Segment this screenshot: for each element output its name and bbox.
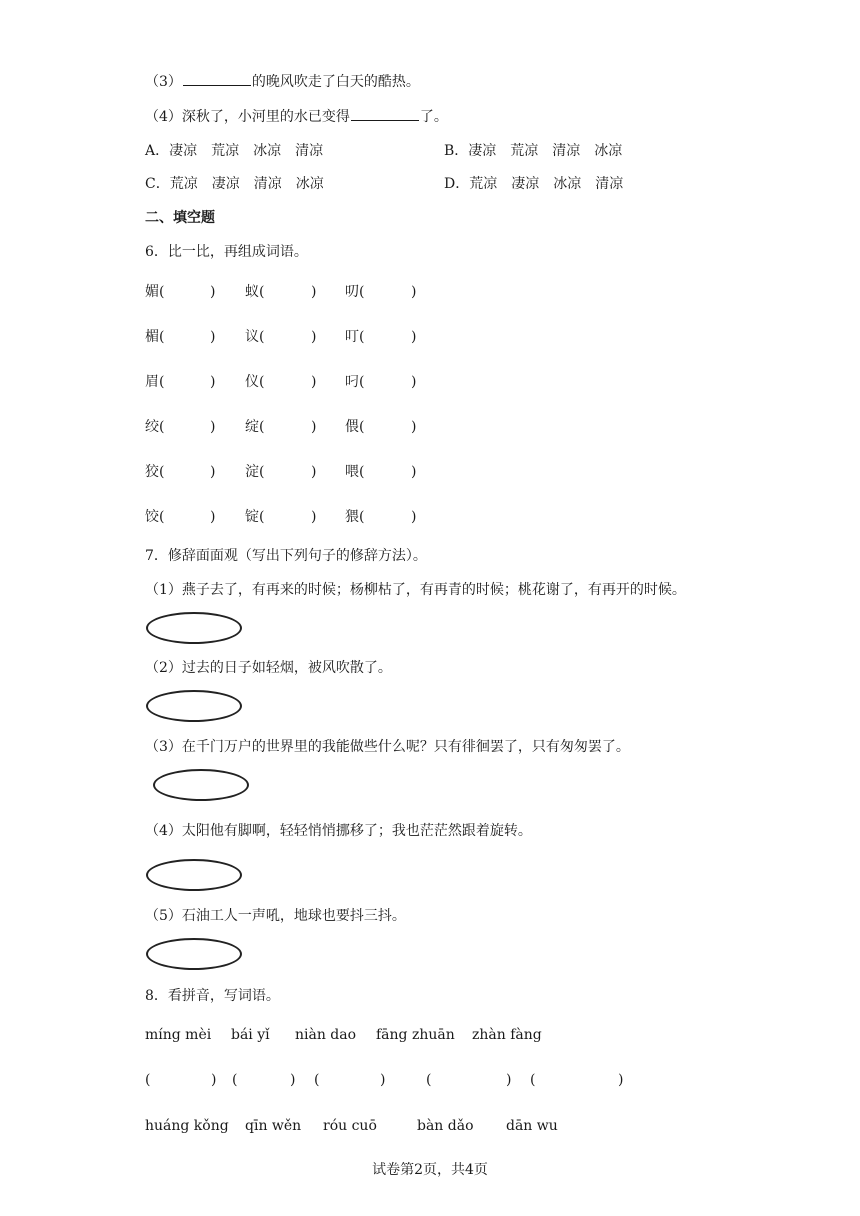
q8-pinyin-1: míng mèi xyxy=(145,1027,212,1043)
q7-answer-oval-1[interactable] xyxy=(146,612,242,644)
q8-pinyin-10: dān wu xyxy=(506,1118,558,1134)
q5-item-4 xyxy=(145,107,448,126)
q6-cell: 仪( xyxy=(245,374,265,390)
q6-cell-close: ) xyxy=(311,284,317,300)
q6-cell-close: ) xyxy=(311,509,317,525)
q5-option-d[interactable]: D．荒凉 凄凉 冰凉 清凉 xyxy=(444,176,624,192)
q6-cell-close: ) xyxy=(411,374,417,390)
q8-paren-open: ( xyxy=(314,1072,320,1088)
q7-title: 7．修辞面面观（写出下列句子的修辞方法）。 xyxy=(145,548,427,564)
q6-cell-close: ) xyxy=(411,509,417,525)
q5-option-c[interactable]: C．荒凉 凄凉 清凉 冰凉 xyxy=(145,176,324,192)
q7-item-4: （4）太阳他有脚啊，轻轻悄悄挪移了；我也茫茫然跟着旋转。 xyxy=(145,823,532,839)
q8-pinyin-3: niàn dao xyxy=(295,1027,357,1043)
q6-cell: 媚( xyxy=(145,284,165,300)
q5-item-3-suffix: 的晚风吹走了白天的酷热。 xyxy=(251,74,420,90)
q8-paren-close: ) xyxy=(211,1072,217,1088)
q7-answer-oval-4[interactable] xyxy=(146,859,242,891)
q5-item-4-prefix: （4）深秋了，小河里的水已变得 xyxy=(145,109,350,125)
q8-paren-open: ( xyxy=(145,1072,151,1088)
q7-answer-oval-5[interactable] xyxy=(146,938,242,970)
q6-cell: 绽( xyxy=(245,419,265,435)
q6-cell-close: ) xyxy=(210,329,216,345)
q6-cell-close: ) xyxy=(311,374,317,390)
q6-cell-close: ) xyxy=(411,329,417,345)
q5-item-3-blank xyxy=(183,72,251,86)
q6-cell: 楣( xyxy=(145,329,165,345)
q8-pinyin-8: róu cuō xyxy=(323,1118,377,1134)
q6-cell: 眉( xyxy=(145,374,165,390)
q5-option-b[interactable]: B．凄凉 荒凉 清凉 冰凉 xyxy=(444,143,623,159)
q5-option-a[interactable]: A．凄凉 荒凉 冰凉 清凉 xyxy=(145,143,324,159)
q6-cell: 议( xyxy=(245,329,265,345)
q6-cell: 偎( xyxy=(345,419,365,435)
q6-cell: 蚁( xyxy=(245,284,265,300)
q6-cell-close: ) xyxy=(311,329,317,345)
q6-cell: 叼( xyxy=(345,374,365,390)
q8-pinyin-9: bàn dǎo xyxy=(417,1118,474,1134)
q6-cell-close: ) xyxy=(210,284,216,300)
q7-item-1: （1）燕子去了，有再来的时候；杨柳枯了，有再青的时候；桃花谢了，有再开的时候。 xyxy=(145,582,686,598)
q8-paren-close: ) xyxy=(506,1072,512,1088)
page-footer: 试卷第2页，共4页 xyxy=(372,1162,488,1178)
q8-title: 8．看拼音，写词语。 xyxy=(145,988,280,1004)
q8-pinyin-2: bái yǐ xyxy=(231,1027,270,1043)
q8-pinyin-7: qīn wěn xyxy=(245,1118,302,1134)
q6-cell: 喂( xyxy=(345,464,365,480)
q5-item-3-prefix: （3） xyxy=(145,74,182,90)
q8-paren-open: ( xyxy=(426,1072,432,1088)
q6-cell: 锭( xyxy=(245,509,265,525)
q8-paren-open: ( xyxy=(232,1072,238,1088)
q6-cell: 饺( xyxy=(145,509,165,525)
q8-pinyin-6: huáng kǒng xyxy=(145,1118,229,1134)
q5-item-4-suffix: 了。 xyxy=(419,109,448,125)
q6-cell-close: ) xyxy=(411,464,417,480)
q8-pinyin-4: fāng zhuān xyxy=(376,1027,455,1043)
q6-cell-close: ) xyxy=(311,464,317,480)
q6-cell-close: ) xyxy=(210,464,216,480)
q6-cell-close: ) xyxy=(411,284,417,300)
q6-cell: 狡( xyxy=(145,464,165,480)
q6-cell-close: ) xyxy=(311,419,317,435)
q7-item-3: （3）在千门万户的世界里的我能做些什么呢？只有徘徊罢了，只有匆匆罢了。 xyxy=(145,739,630,755)
q8-paren-close: ) xyxy=(380,1072,386,1088)
q8-paren-close: ) xyxy=(290,1072,296,1088)
q6-cell-close: ) xyxy=(210,374,216,390)
q6-cell: 淀( xyxy=(245,464,265,480)
q7-answer-oval-2[interactable] xyxy=(146,690,242,722)
q7-item-5: （5）石油工人一声吼，地球也要抖三抖。 xyxy=(145,908,406,924)
q6-cell-close: ) xyxy=(210,419,216,435)
q6-cell: 绞( xyxy=(145,419,165,435)
section-title: 二、填空题 xyxy=(145,210,215,226)
q5-item-3 xyxy=(145,72,420,91)
q5-item-4-blank xyxy=(351,107,419,121)
q8-pinyin-5: zhàn fàng xyxy=(472,1027,542,1043)
q6-cell: 叮( xyxy=(345,329,365,345)
q6-cell-close: ) xyxy=(411,419,417,435)
q7-answer-oval-3[interactable] xyxy=(153,769,249,801)
q8-paren-open: ( xyxy=(530,1072,536,1088)
q7-item-2: （2）过去的日子如轻烟，被风吹散了。 xyxy=(145,660,392,676)
q6-cell: 叨( xyxy=(345,284,365,300)
q6-title: 6．比一比，再组成词语。 xyxy=(145,244,308,260)
q8-paren-close: ) xyxy=(618,1072,624,1088)
q6-cell-close: ) xyxy=(210,509,216,525)
q6-cell: 猥( xyxy=(345,509,365,525)
